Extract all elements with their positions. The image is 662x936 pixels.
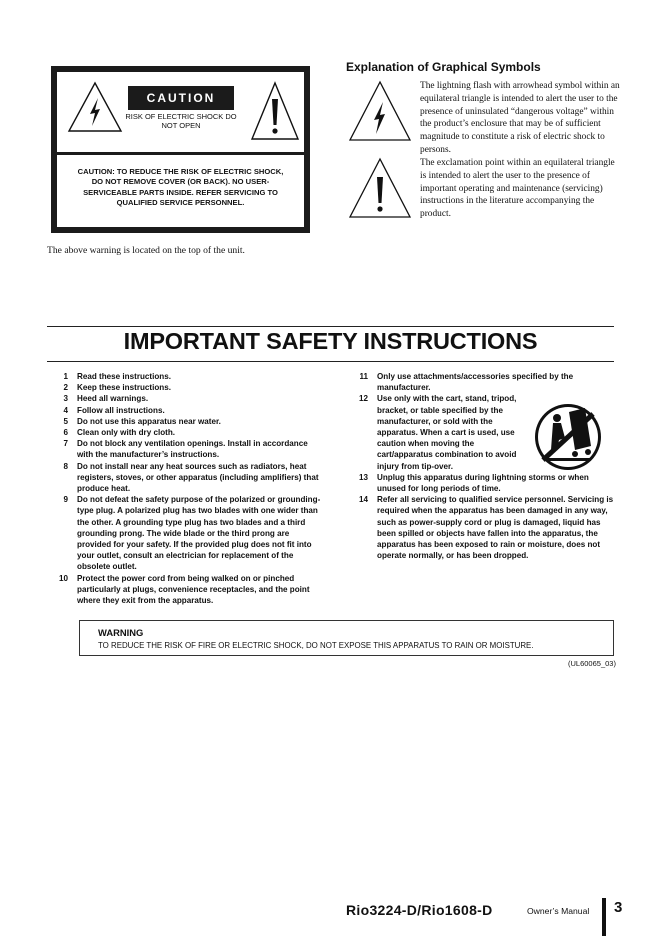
safety-instructions-title: IMPORTANT SAFETY INSTRUCTIONS: [123, 328, 538, 354]
item-number: 12: [358, 394, 368, 404]
item-number: 6: [63, 428, 68, 438]
item-text: Do not use this apparatus near water.: [77, 416, 221, 426]
footer-divider: [602, 898, 606, 936]
item-number: 1: [63, 372, 68, 381]
lightning-triangle-icon: [67, 81, 123, 133]
reference-code: (UL60065_03): [568, 659, 616, 668]
instruction-item: [48, 405, 323, 416]
item-number: 5: [63, 416, 68, 426]
title-top-rule: [47, 326, 614, 327]
item-number: 3: [63, 394, 68, 404]
item-text: Heed all warnings.: [77, 394, 149, 404]
item-text: Unplug this apparatus during lightning storms or when unused for long periods of time.: [377, 472, 589, 494]
caution-subtitle: RISK OF ELECTRIC SHOCK DO NOT OPEN: [125, 112, 237, 130]
item-text: Protect the power cord from being walked on or pinched particularly at plugs, convenience receptacles, and the point where they exit from the apparatus.: [77, 573, 310, 606]
item-number: 10: [58, 573, 68, 583]
item-number: 7: [63, 439, 68, 449]
explanation-heading: Explanation of Graphical Symbols: [346, 60, 541, 74]
manual-label: Owner’s Manual: [527, 906, 590, 916]
item-number: 4: [63, 405, 68, 415]
instruction-item: [48, 416, 323, 427]
item-text: Refer all servicing to qualified service personnel. Servicing is required when the apparatus has been damaged in any way, such as power-supply cord or plug is damaged, liquid has been spilled or objects have fallen into the apparatus, the apparatus has been exposed to rain or moisture, does not operate normally, or has been dropped.: [377, 495, 614, 561]
instruction-item: [348, 393, 525, 471]
page-number: 3: [614, 899, 623, 916]
instruction-item: [48, 393, 323, 404]
item-number: 14: [358, 495, 368, 505]
item-text: Do not block any ventilation openings. Install in accordance with the manufacturer’s instructions.: [77, 439, 308, 460]
item-text: Do not install near any heat sources such as radiators, heat registers, stoves, or other apparatus (including amplifiers) that produce heat.: [77, 461, 319, 494]
caution-upper-panel: [57, 72, 304, 152]
exclamation-explanation: The exclamation point within an equilateral triangle is intended to alert the user to the presence of important operating and maintenance (servicing) instructions in the literature accompanying the product.: [420, 158, 615, 220]
instruction-item: [48, 494, 323, 572]
item-text: Only use attachments/accessories specified by the manufacturer.: [377, 372, 574, 393]
instruction-item: [48, 461, 323, 495]
item-number: 2: [63, 383, 68, 393]
item-number: 11: [359, 372, 368, 381]
instruction-item: [348, 494, 616, 561]
warning-label: WARNING: [98, 627, 144, 638]
instruction-item: [348, 472, 616, 494]
lightning-explanation: The lightning flash with arrowhead symbol within an equilateral triangle is intended to alert the user to the presence of uninsulated “dangerous voltage” within the product’s enclosure that may be of sufficient magnitude to constitute a risk of electric shock to persons.: [420, 81, 620, 155]
caution-body-text: CAUTION: TO REDUCE THE RISK OF ELECTRIC SHOCK, DO NOT REMOVE COVER (OR BACK). NO USER-SERVICEABLE PARTS INSIDE. REFER SERVICING TO QUALIFIED SERVICE PERSONNEL.: [77, 167, 284, 207]
caution-title: CAUTION: [128, 86, 234, 110]
model-name: Rio3224-D/Rio1608-D: [346, 902, 493, 918]
title-bottom-rule: [47, 361, 614, 362]
cart-tip-over-icon: [533, 402, 603, 472]
instruction-item: [48, 382, 323, 393]
instruction-item: [48, 371, 323, 382]
item-text: Use only with the cart, stand, tripod, bracket, or table specified by the manufacturer, or sold with the apparatus. When a cart is used, use caution when moving the cart/apparatus combination to avoid injury from tip-over.: [377, 394, 517, 471]
exclamation-triangle-icon: [348, 157, 412, 219]
warning-box: [79, 620, 614, 656]
item-text: Read these instructions.: [77, 372, 171, 381]
model-name-logo: [346, 901, 524, 919]
instructions-left-column: [48, 371, 323, 606]
item-text: Clean only with dry cloth.: [77, 428, 176, 438]
item-number: 9: [63, 495, 68, 505]
caution-label-box: [51, 66, 310, 233]
warning-location-note: The above warning is located on the top of the unit.: [47, 245, 245, 256]
warning-text: TO REDUCE THE RISK OF FIRE OR ELECTRIC SHOCK, DO NOT EXPOSE THIS APPARATUS TO RAIN OR MOISTURE.: [98, 641, 534, 650]
instruction-item: [348, 371, 616, 393]
exclamation-triangle-icon: [250, 81, 300, 141]
instruction-item: [48, 573, 323, 607]
caution-lower-panel: [57, 155, 304, 227]
instruction-item: [48, 427, 323, 438]
item-text: Do not defeat the safety purpose of the polarized or grounding-type plug. A polarized plug has two blades with one wider than the other. A grounding type plug has two blades and a third grounding prong. The wide blade or the third prong are provided for your safety. If the provided plug does not fit into your outlet, consult an electrician for replacement of the obsolete outlet.: [77, 495, 321, 572]
lightning-triangle-icon: [348, 80, 412, 142]
instruction-item: [48, 438, 323, 460]
item-number: 8: [63, 461, 68, 471]
item-number: 13: [358, 472, 368, 482]
item-text: Follow all instructions.: [77, 405, 165, 415]
item-text: Keep these instructions.: [77, 383, 171, 393]
